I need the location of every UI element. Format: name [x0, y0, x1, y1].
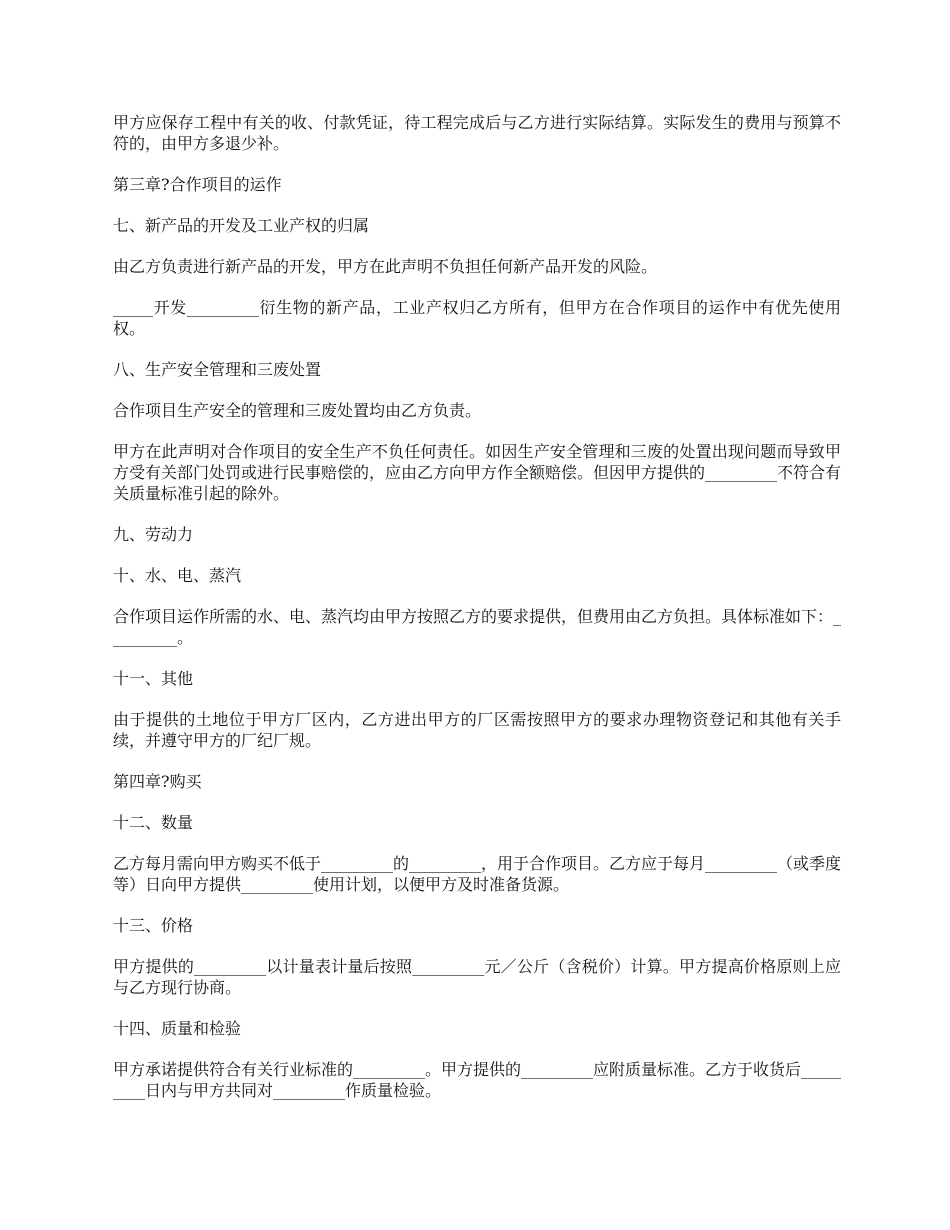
- section-heading-12: 十二、数量: [113, 813, 194, 832]
- paragraph-quantity: 乙方每月需向甲方购买不低于_________的_________，用于合作项目。乙方应于每月_________（或季度等）日向甲方提供_________使用计划，以便甲方及时准备货源。: [113, 854, 842, 894]
- paragraph-utilities: 合作项目运作所需的水、电、蒸汽均由甲方按照乙方的要求提供，但费用由乙方负担。具体标准如下：_________。: [113, 607, 842, 647]
- paragraph-quality: 甲方承诺提供符合有关行业标准的_________。甲方提供的_________应附质量标准。乙方于收货后_________日内与甲方共同对_________作质量检验。: [113, 1060, 842, 1100]
- chapter-heading-4: 第四章?购买: [113, 772, 202, 791]
- section-heading-14: 十四、质量和检验: [113, 1019, 242, 1038]
- paragraph-price: 甲方提供的_________以计量表计量后按照_________元／公斤（含税价）计算。甲方提高价格原则上应与乙方现行协商。: [113, 957, 841, 997]
- paragraph-safety-disclaimer: 甲方在此声明对合作项目的安全生产不负任何责任。如因生产安全管理和三废的处置出现问题而导致甲方受有关部门处罚或进行民事赔偿的，应由乙方向甲方作全额赔偿。但因甲方提供的_________不符合有关质量标准引起的除外。: [113, 442, 842, 503]
- paragraph-ip-ownership: _____开发_________衍生物的新产品，工业产权归乙方所有，但甲方在合作项目的运作中有优先使用权。: [113, 298, 841, 338]
- document-page: [113, 112, 841, 1121]
- section-heading-7: 七、新产品的开发及工业产权的归属: [113, 216, 370, 235]
- section-heading-9: 九、劳动力: [113, 525, 194, 544]
- section-heading-10: 十、水、电、蒸汽: [113, 566, 242, 585]
- chapter-heading-3: 第三章?合作项目的运作: [113, 175, 282, 194]
- paragraph-safety-responsibility: 合作项目生产安全的管理和三废处置均由乙方负责。: [113, 401, 482, 420]
- section-heading-11: 十一、其他: [113, 669, 194, 688]
- paragraph-settlement: 甲方应保存工程中有关的收、付款凭证，待工程完成后与乙方进行实际结算。实际发生的费用与预算不符的，由甲方多退少补。: [113, 113, 841, 153]
- section-heading-13: 十三、价格: [113, 916, 194, 935]
- section-heading-8: 八、生产安全管理和三废处置: [113, 360, 322, 379]
- paragraph-other: 由于提供的土地位于甲方厂区内，乙方进出甲方的厂区需按照甲方的要求办理物资登记和其他有关手续，并遵守甲方的厂纪厂规。: [113, 710, 841, 750]
- paragraph-new-product-dev: 由乙方负责进行新产品的开发，甲方在此声明不负担任何新产品开发的风险。: [113, 257, 658, 276]
